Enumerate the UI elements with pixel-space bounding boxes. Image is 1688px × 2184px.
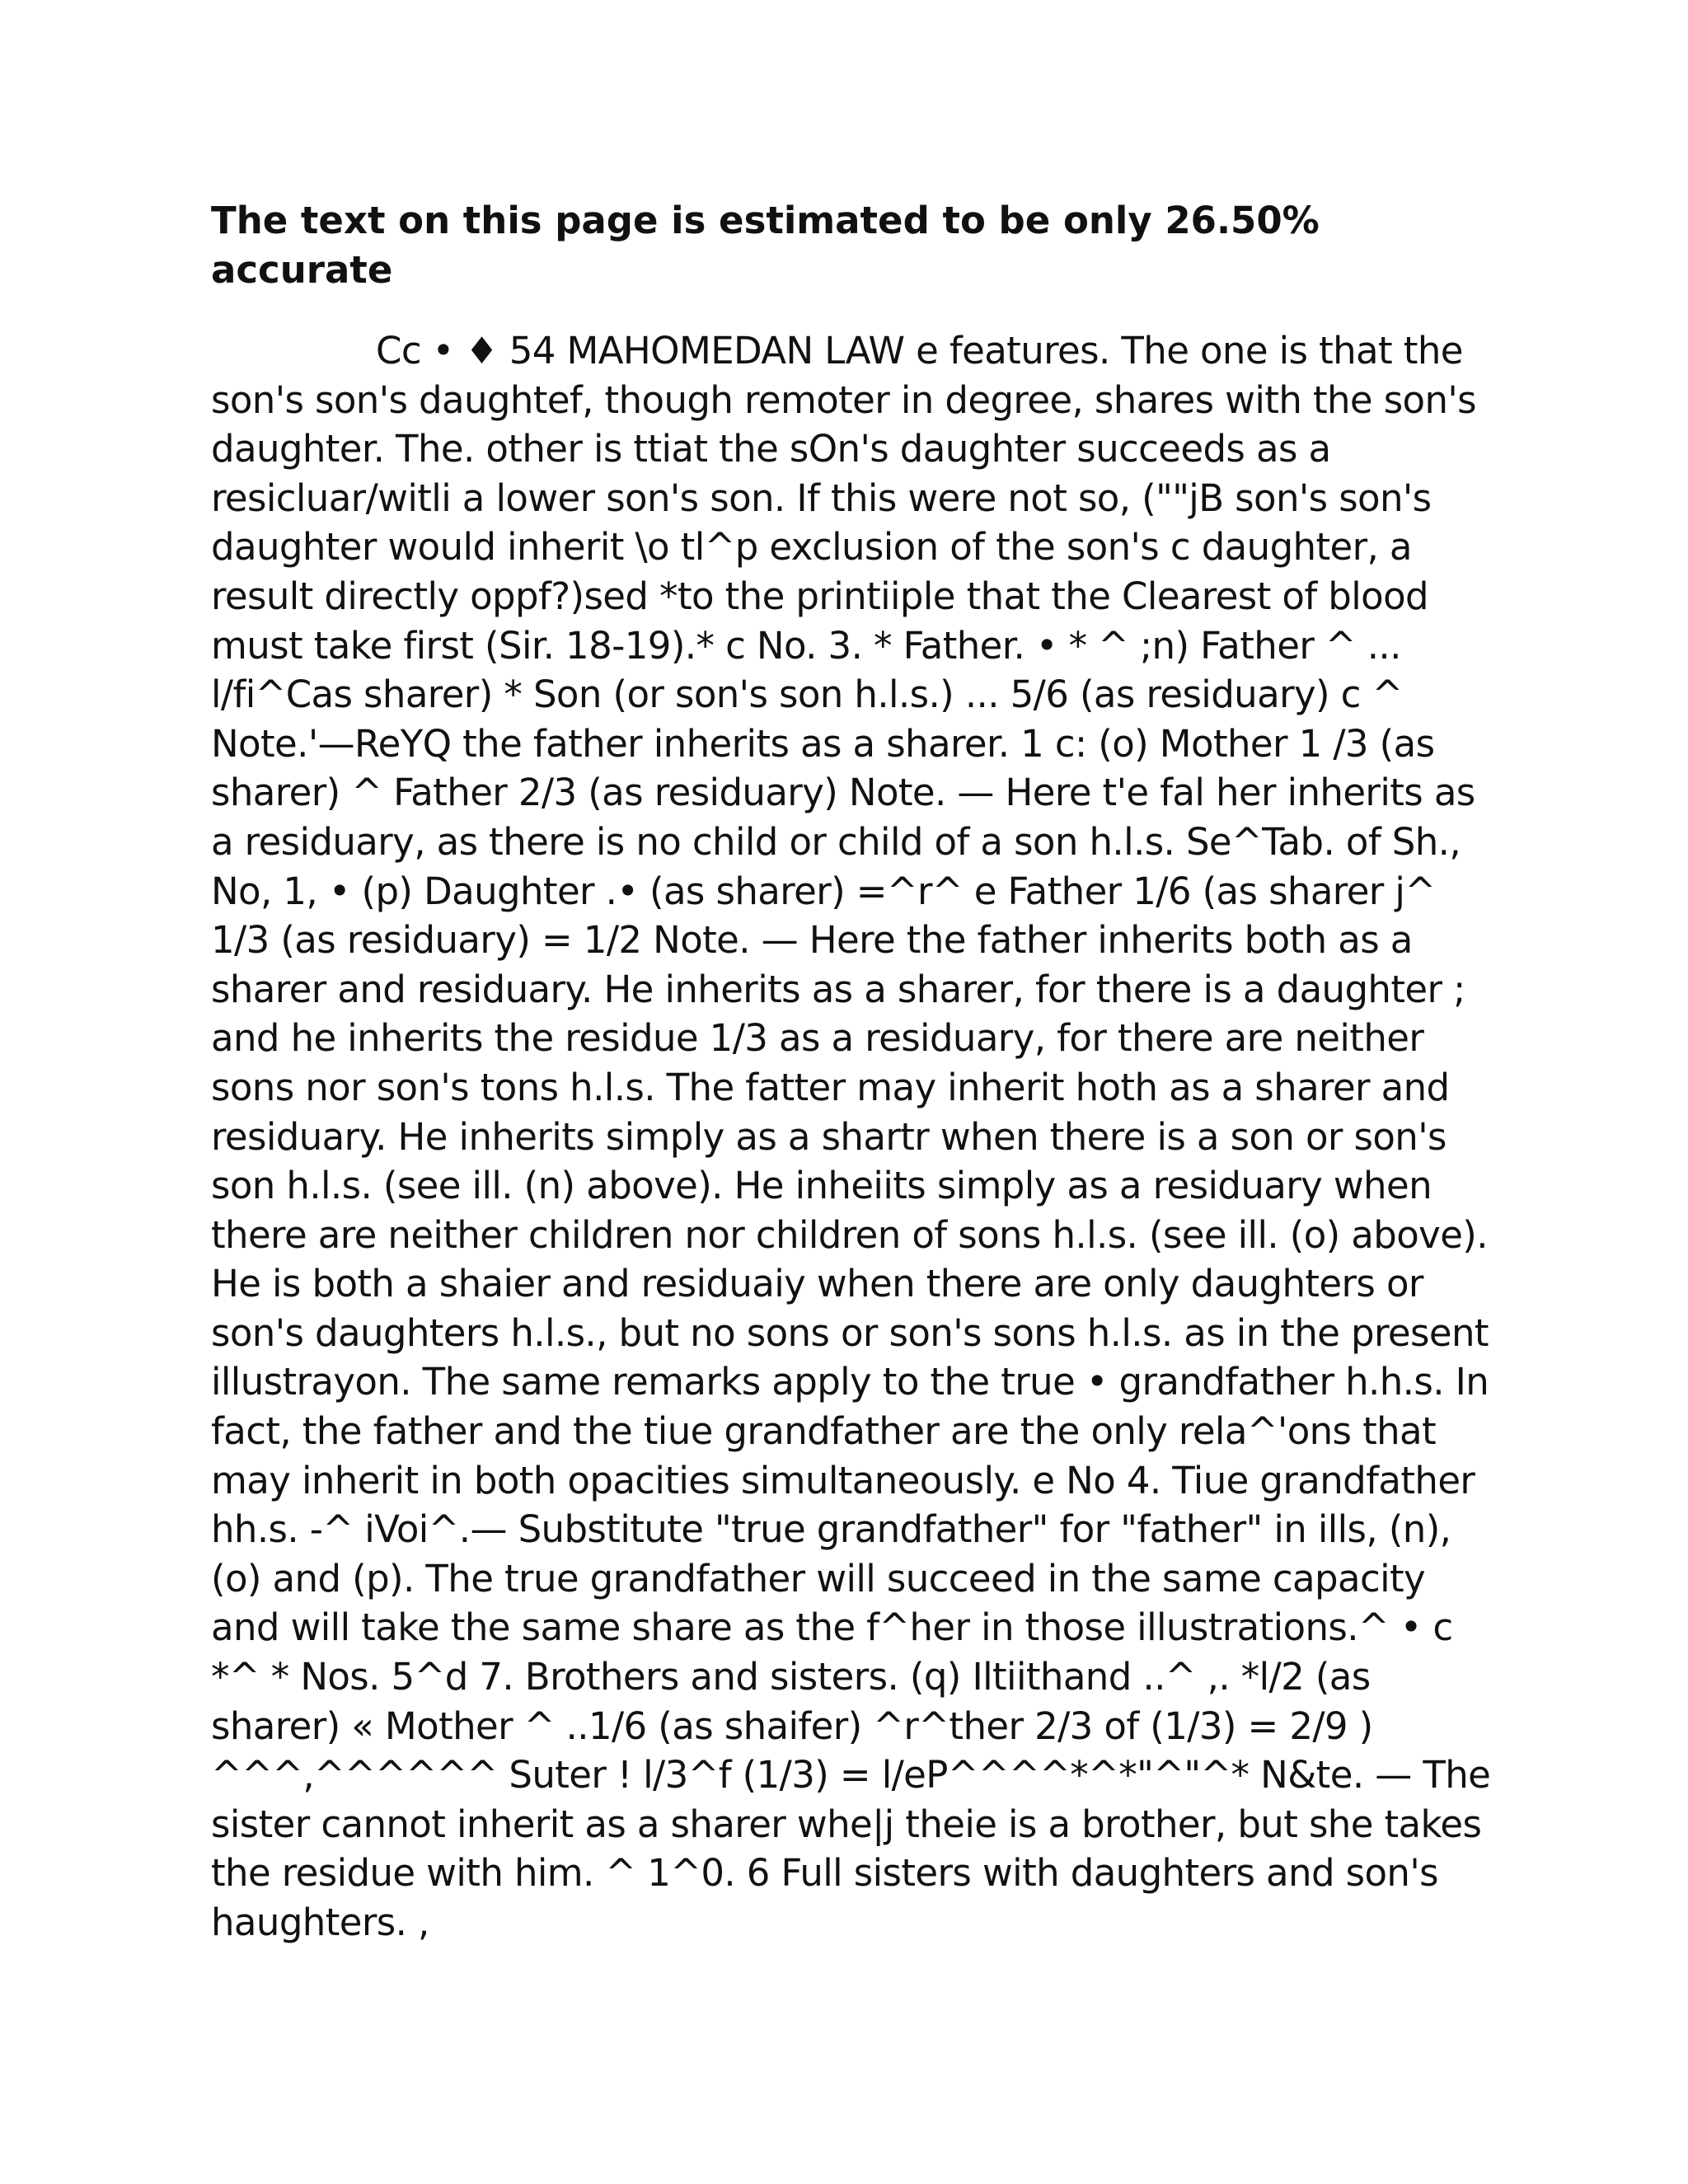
document-page (211, 196, 1497, 1947)
ocr-body-text: Cc • ♦ 54 MAHOMEDAN LAW e features. The one is that the son's son's daughtef, though remoter in degree, shares with the son's daughter. The. other is ttiat the sOn's daughter succeeds as a resicluar/witli a lower son's son. If this were not so, (""jB son's son's daughter would inherit \o tl^p exclusion of the son's c daughter, a result directly oppf?)sed *to the printiiple that the Clearest of blood must take first (Sir. 18-19).* c No. 3. * Father. • * ^ ;n) Father ^ ... l/fi^Cas sharer) * Son (or son's son h.l.s.) ... 5/6 (as residuary) c ^ Note.'—ReYQ the father inherits as a sharer. 1 c: (o) Mother 1 /3 (as sharer) ^ Father 2/3 (as residuary) Note. — Here t'e fal her inherits as a residuary, as there is no child or child of a son h.l.s. Se^Tab. of Sh., No, 1, • (p) Daughter .• (as sharer) =^r^ e Father 1/6 (as sharer j^ 1/3 (as residuary) = 1/2 Note. — Here the father inherits both as a sharer and residuary. He inherits as a sharer, for there is a daughter ; and he inherits the residue 1/3 as a residuary, for there are neither sons nor son's tons h.l.s. The fatter may inherit hoth as a sharer and residuary. He inherits simply as a shartr when there is a son or son's son h.l.s. (see ill. (n) above). He inheiits simply as a residuary when there are neither children nor children of sons h.l.s. (see ill. (o) above). He is both a shaier and residuaiy when there are only daughters or son's daughters h.l.s., but no sons or son's sons h.l.s. as in the present illustrayon. The same remarks apply to the true • grandfather h.h.s. In fact, the father and the tiue grandfather are the only rela^'ons that may inherit in both opacities simultaneously. e No 4. Tiue grandfather hh.s. -^ iVoi^.— Substitute "true grandfather" for "father" in ills, (n), (o) and (p). The true grandfather will succeed in the same capacity and will take the same share as the f^her in those illustrations.^ • c *^ * Nos. 5^d 7. Brothers and sisters. (q) Iltiithand ..^ ,. *l/2 (as sharer) « Mother ^ ..1/6 (as shaifer) ^r^ther 2/3 of (1/3) = 2/9 ) ^^^,^^^^^^ Suter ! l/3^f (1/3) = l/eP^^^^*^*"^"^* N&te. — The sister cannot inherit as a sharer whe|j theie is a brother, but she takes the residue with him. ^ 1^0. 6 Full sisters with daughters and son's haughters. , (211, 329, 1491, 1944)
page-title: The text on this page is estimated to be only 26.50% accurate (211, 199, 1320, 292)
